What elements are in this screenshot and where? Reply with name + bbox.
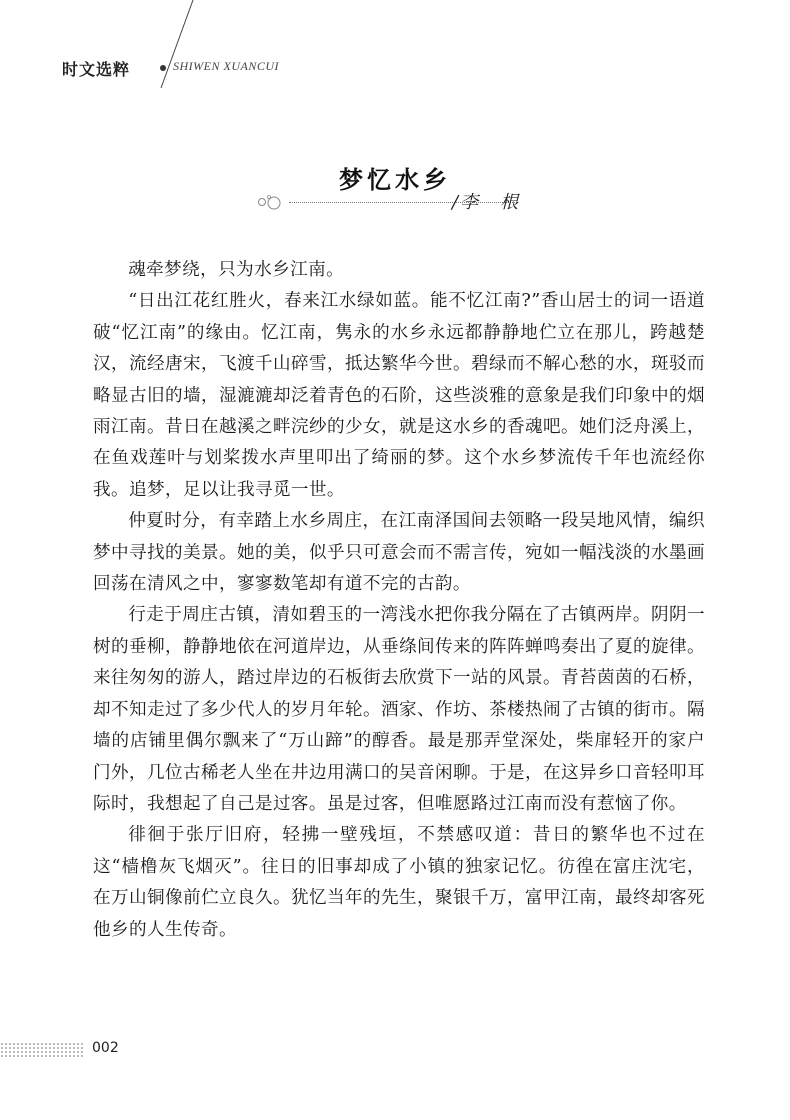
- paragraph: 徘徊于张厅旧府，轻拂一壁残垣，不禁感叹道：昔日的繁华也不过在这“樯橹灰飞烟灭”。往日的旧事却成了小镇的独家记忆。彷徨在富庄沈宅，在万山铜像前伫立良久。犹忆当年的先生，聚银千万，富甲江南，最终却客死他乡的人生传奇。: [93, 825, 705, 940]
- section-name: 时文选粹: [62, 60, 131, 79]
- section-name-pinyin: SHIWEN XUANCUI: [173, 59, 279, 73]
- bullet-dot-icon: [160, 65, 166, 71]
- article-title: 梦忆水乡: [339, 166, 451, 194]
- page-number: 002: [92, 1040, 119, 1056]
- footer-dot-pattern: [0, 1042, 85, 1058]
- ornament-circles-icon: [255, 193, 295, 213]
- paragraph: 行走于周庄古镇，清如碧玉的一湾浅水把你我分隔在了古镇两岸。阴阴一树的垂柳，静静地依在河道岸边，从垂绦间传来的阵阵蝉鸣奏出了夏的旋律。来往匆匆的游人，踏过岸边的石板街去欣赏下一站的风景。青苔茵茵的石桥，却不知走过了多少代人的岁月年轮。酒家、作坊、茶楼热闹了古镇的街市。隔墙的店铺里偶尔飘来了“万山蹄”的醇香。最是那弄堂深处，柴扉轻开的家户门外，几位古稀老人坐在井边用满口的吴音闲聊。于是，在这异乡口音轻叩耳际时，我想起了自己是过客。虽是过客，但唯愿路过江南而没有惹恼了你。: [93, 605, 705, 814]
- author-name: /李 根: [452, 192, 521, 213]
- paragraph: 魂牵梦绕，只为水乡江南。: [128, 260, 345, 280]
- article-body: [93, 255, 705, 946]
- paragraph: “日出江花红胜火，春来江水绿如蓝。能不忆江南?”香山居士的词一语道破“忆江南”的缘由。忆江南，隽永的水乡永远都静静地伫立在那儿，跨越楚汉，流经唐宋，飞渡千山碎雪，抵达繁华今世。碧绿而不解心愁的水，斑驳而略显古旧的墙，湿漉漉却泛着青色的石阶，这些淡雅的意象是我们印象中的烟雨江南。昔日在越溪之畔浣纱的少女，就是这水乡的香魂吧。她们泛舟溪上，在鱼戏莲叶与划桨拨水声里叩出了绮丽的梦。这个水乡梦流传千年也流经你我。追梦，足以让我寻觅一世。: [93, 291, 705, 500]
- author-byline: [255, 188, 545, 218]
- paragraph: 仲夏时分，有幸踏上水乡周庄，在江南泽国间去领略一段吴地风情，编织梦中寻找的美景。她的美，似乎只可意会而不需言传，宛如一幅浅淡的水墨画回荡在清风之中，寥寥数笔却有道不完的古韵。: [93, 511, 705, 595]
